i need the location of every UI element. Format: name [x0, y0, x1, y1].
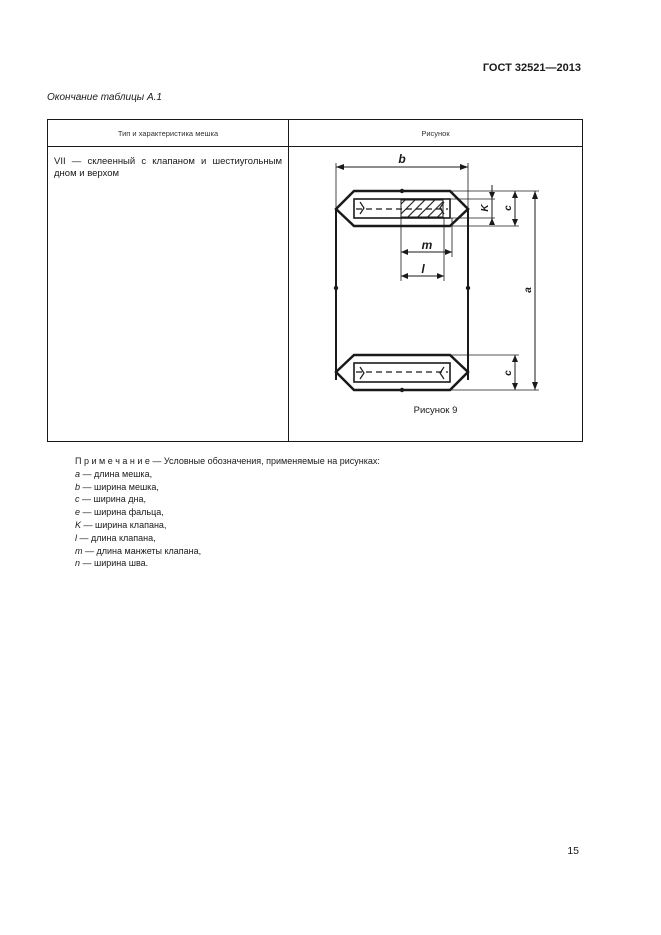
figure-cell — [289, 147, 583, 442]
notes-block — [75, 455, 380, 570]
label-k: K — [480, 204, 491, 212]
table-caption: Окончание таблицы А.1 — [47, 92, 162, 103]
bag-drawing — [289, 147, 584, 442]
top-center-dot — [400, 189, 404, 193]
column-header-figure: Рисунок — [289, 120, 583, 147]
bag-type-description: VII — склеенный с клапаном и шестиугольным дном и верхом — [54, 156, 282, 179]
list-item: n — ширина шва. — [75, 558, 149, 569]
list-item: l — длина клапана, — [75, 532, 156, 543]
notes-intro: — Условные обозначения, применяемые на рисунках: — [149, 456, 380, 466]
label-m: m — [421, 238, 433, 252]
column-header-type: Тип и характеристика мешка — [48, 120, 289, 147]
list-item: e — ширина фальца, — [75, 507, 164, 518]
bag-type-cell — [48, 147, 289, 442]
left-midpoint-dot — [334, 286, 338, 290]
list-item: m — длина манжеты клапана, — [75, 545, 202, 556]
label-c-top: c — [503, 205, 514, 211]
list-item: K — ширина клапана, — [75, 519, 167, 530]
valve-hatch — [401, 200, 443, 217]
list-item: a — длина мешка, — [75, 468, 153, 479]
right-midpoint-dot — [466, 286, 470, 290]
page-number: 15 — [567, 845, 579, 857]
label-b: b — [398, 152, 406, 166]
notes-title: П р и м е ч а н и е — [75, 456, 150, 466]
label-l: l — [421, 262, 425, 276]
standard-number: ГОСТ 32521—2013 — [482, 62, 581, 74]
label-c-bottom: c — [503, 370, 514, 376]
bottom-center-dot — [400, 388, 404, 392]
label-a: a — [523, 287, 534, 293]
table-row — [48, 147, 583, 442]
notes-heading — [75, 455, 380, 468]
list-item: b — ширина мешка, — [75, 481, 159, 492]
figure-caption: Рисунок 9 — [413, 405, 458, 416]
list-item: c — ширина дна, — [75, 494, 146, 505]
bag-types-table — [47, 119, 583, 442]
table-header-row — [48, 120, 583, 147]
